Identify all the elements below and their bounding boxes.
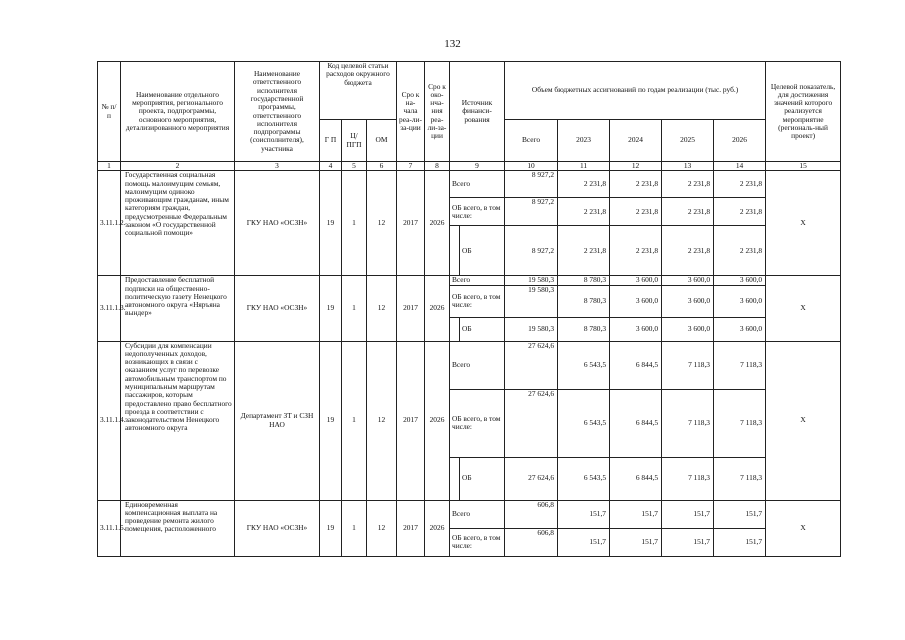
value-2025: 3 600,0 xyxy=(662,317,714,341)
value-2024: 2 231,8 xyxy=(610,198,662,226)
column-number: 15 xyxy=(766,162,841,171)
header-start: Сро к на-чала реа-ли-за-ции xyxy=(397,62,425,162)
value-2026: 3 600,0 xyxy=(714,285,766,317)
source-label: ОБ всего, в том числе: xyxy=(450,389,505,457)
row-number: 3.11.1.5. xyxy=(98,500,121,556)
value-2024: 2 231,8 xyxy=(610,171,662,198)
source-label: ОБ всего, в том числе: xyxy=(450,285,505,317)
source-label: Всего xyxy=(450,171,505,198)
value-2023: 8 780,3 xyxy=(558,276,610,285)
indent-cell xyxy=(450,317,460,341)
value-total: 8 927,2 xyxy=(505,226,558,276)
value-total: 606,8 xyxy=(505,528,558,556)
row-name: Государственная социальная помощь малоимущим семьям, малоимущим одиноко проживающим гражданам, иным категориям граждан, предусмотренные Федеральным законом «О государственной социальной помощи» xyxy=(121,171,235,276)
row-number: 3.11.1.2. xyxy=(98,171,121,276)
table-row xyxy=(98,500,841,528)
row-target: X xyxy=(766,171,841,276)
row-om: 12 xyxy=(367,276,397,341)
value-2025: 7 118,3 xyxy=(662,457,714,500)
header-gp: Г П xyxy=(320,120,342,162)
value-2023: 6 543,5 xyxy=(558,341,610,389)
value-2026: 3 600,0 xyxy=(714,317,766,341)
value-2024: 6 844,5 xyxy=(610,457,662,500)
value-2025: 7 118,3 xyxy=(662,389,714,457)
value-2024: 3 600,0 xyxy=(610,276,662,285)
row-name: Единовременная компенсационная выплата на проведение ремонта жилого помещения, расположенного xyxy=(121,500,235,556)
header-2023: 2023 xyxy=(558,120,610,162)
value-2025: 151,7 xyxy=(662,500,714,528)
value-2025: 2 231,8 xyxy=(662,171,714,198)
row-om: 12 xyxy=(367,500,397,556)
value-2024: 3 600,0 xyxy=(610,285,662,317)
value-2026: 3 600,0 xyxy=(714,276,766,285)
value-2026: 151,7 xyxy=(714,500,766,528)
row-name: Предоставление бесплатной подписки на общественно-политическую газету Ненецкого автономного округа «Няръяна вындер» xyxy=(121,276,235,341)
value-total: 19 580,3 xyxy=(505,317,558,341)
value-2025: 151,7 xyxy=(662,528,714,556)
value-2026: 7 118,3 xyxy=(714,341,766,389)
value-2026: 7 118,3 xyxy=(714,389,766,457)
row-executor: ГКУ НАО «ОСЗН» xyxy=(235,276,320,341)
value-2024: 151,7 xyxy=(610,528,662,556)
row-executor: Департамент ЗТ и СЗН НАО xyxy=(235,341,320,500)
source-label: ОБ xyxy=(460,457,505,500)
value-2024: 6 844,5 xyxy=(610,341,662,389)
value-2025: 3 600,0 xyxy=(662,276,714,285)
column-number: 10 xyxy=(505,162,558,171)
header-cpgp: Ц/ ПГП xyxy=(342,120,367,162)
row-gp: 19 xyxy=(320,341,342,500)
row-start: 2017 xyxy=(397,500,425,556)
value-2026: 2 231,8 xyxy=(714,198,766,226)
row-cpgp: 1 xyxy=(342,171,367,276)
row-om: 12 xyxy=(367,341,397,500)
column-number: 8 xyxy=(425,162,450,171)
value-2023: 151,7 xyxy=(558,528,610,556)
value-2023: 2 231,8 xyxy=(558,226,610,276)
column-number: 5 xyxy=(342,162,367,171)
row-end: 2026 xyxy=(425,171,450,276)
value-total: 606,8 xyxy=(505,500,558,528)
value-total: 27 624,6 xyxy=(505,457,558,500)
value-2026: 2 231,8 xyxy=(714,226,766,276)
value-total: 8 927,2 xyxy=(505,171,558,198)
header-budget-group: Объем бюджетных ассигнований по годам реализации (тыс. руб.) xyxy=(505,62,766,120)
column-number: 7 xyxy=(397,162,425,171)
budget-table xyxy=(97,61,841,557)
row-executor: ГКУ НАО «ОСЗН» xyxy=(235,500,320,556)
header-executor: Наименование ответственного исполнителя государственной программы, ответственного исполнителя подпрограммы (соисполнителя), участника xyxy=(235,62,320,162)
row-cpgp: 1 xyxy=(342,500,367,556)
row-gp: 19 xyxy=(320,171,342,276)
table-row xyxy=(98,341,841,389)
value-2023: 8 780,3 xyxy=(558,285,610,317)
value-2023: 2 231,8 xyxy=(558,171,610,198)
source-label: ОБ xyxy=(460,226,505,276)
row-target: X xyxy=(766,276,841,341)
table-row xyxy=(98,171,841,198)
value-2026: 151,7 xyxy=(714,528,766,556)
source-label: Всего xyxy=(450,341,505,389)
value-2023: 2 231,8 xyxy=(558,198,610,226)
source-label: ОБ всего, в том числе: xyxy=(450,198,505,226)
row-gp: 19 xyxy=(320,500,342,556)
column-number: 1 xyxy=(98,162,121,171)
row-target: X xyxy=(766,341,841,500)
row-executor: ГКУ НАО «ОСЗН» xyxy=(235,171,320,276)
table-row xyxy=(98,276,841,285)
value-2025: 2 231,8 xyxy=(662,226,714,276)
source-label: ОБ xyxy=(460,317,505,341)
source-label: ОБ всего, в том числе: xyxy=(450,528,505,556)
header-row-1 xyxy=(98,62,841,120)
value-2026: 7 118,3 xyxy=(714,457,766,500)
column-number: 6 xyxy=(367,162,397,171)
column-number: 3 xyxy=(235,162,320,171)
column-number: 9 xyxy=(450,162,505,171)
row-cpgp: 1 xyxy=(342,276,367,341)
row-gp: 19 xyxy=(320,276,342,341)
value-2023: 6 543,5 xyxy=(558,457,610,500)
header-target: Целевой показатель, для достижения значений которого реализуется мероприятие (региональ-ный проект) xyxy=(766,62,841,162)
header-total: Всего xyxy=(505,120,558,162)
value-total: 8 927,2 xyxy=(505,198,558,226)
header-code-group: Код целевой статьи расходов окружного бюджета xyxy=(320,62,397,120)
value-2024: 151,7 xyxy=(610,500,662,528)
header-2024: 2024 xyxy=(610,120,662,162)
column-number: 11 xyxy=(558,162,610,171)
row-target: X xyxy=(766,500,841,556)
value-2023: 8 780,3 xyxy=(558,317,610,341)
row-number: 3.11.1.4. xyxy=(98,341,121,500)
value-total: 19 580,3 xyxy=(505,276,558,285)
row-number: 3.11.1.3. xyxy=(98,276,121,341)
header-om: ОМ xyxy=(367,120,397,162)
header-name: Наименование отдельного мероприятия, регионального проекта, подпрограммы, основного мероприятия, детализированного мероприятия xyxy=(121,62,235,162)
value-2024: 3 600,0 xyxy=(610,317,662,341)
value-2025: 3 600,0 xyxy=(662,285,714,317)
value-2024: 2 231,8 xyxy=(610,226,662,276)
indent-cell xyxy=(450,226,460,276)
header-source: Источник финанси-рования xyxy=(450,62,505,162)
column-number: 2 xyxy=(121,162,235,171)
column-number: 14 xyxy=(714,162,766,171)
row-end: 2026 xyxy=(425,276,450,341)
header-end: Сро к око-нча-ния реа-ли-за-ции xyxy=(425,62,450,162)
column-number: 13 xyxy=(662,162,714,171)
row-name: Субсидии для компенсации недополученных доходов, возникающих в связи с оказанием услуг по перевозке автомобильным транспортом по муниципальным маршрутам пассажиров, которым предоставлено право бесплатного проезда в соответствии с законодательством Ненецкого автономного округа xyxy=(121,341,235,500)
column-number: 4 xyxy=(320,162,342,171)
value-total: 19 580,3 xyxy=(505,285,558,317)
value-2024: 6 844,5 xyxy=(610,389,662,457)
header-num: № п/п xyxy=(98,62,121,162)
row-start: 2017 xyxy=(397,341,425,500)
indent-cell xyxy=(450,457,460,500)
source-label: Всего xyxy=(450,500,505,528)
row-cpgp: 1 xyxy=(342,341,367,500)
value-total: 27 624,6 xyxy=(505,389,558,457)
header-2025: 2025 xyxy=(662,120,714,162)
value-2025: 7 118,3 xyxy=(662,341,714,389)
row-end: 2026 xyxy=(425,500,450,556)
value-total: 27 624,6 xyxy=(505,341,558,389)
column-number: 12 xyxy=(610,162,662,171)
value-2025: 2 231,8 xyxy=(662,198,714,226)
row-start: 2017 xyxy=(397,276,425,341)
row-start: 2017 xyxy=(397,171,425,276)
value-2023: 6 543,5 xyxy=(558,389,610,457)
row-om: 12 xyxy=(367,171,397,276)
page-number: 132 xyxy=(444,38,461,50)
value-2023: 151,7 xyxy=(558,500,610,528)
source-label: Всего xyxy=(450,276,505,285)
header-2026: 2026 xyxy=(714,120,766,162)
row-end: 2026 xyxy=(425,341,450,500)
value-2026: 2 231,8 xyxy=(714,171,766,198)
